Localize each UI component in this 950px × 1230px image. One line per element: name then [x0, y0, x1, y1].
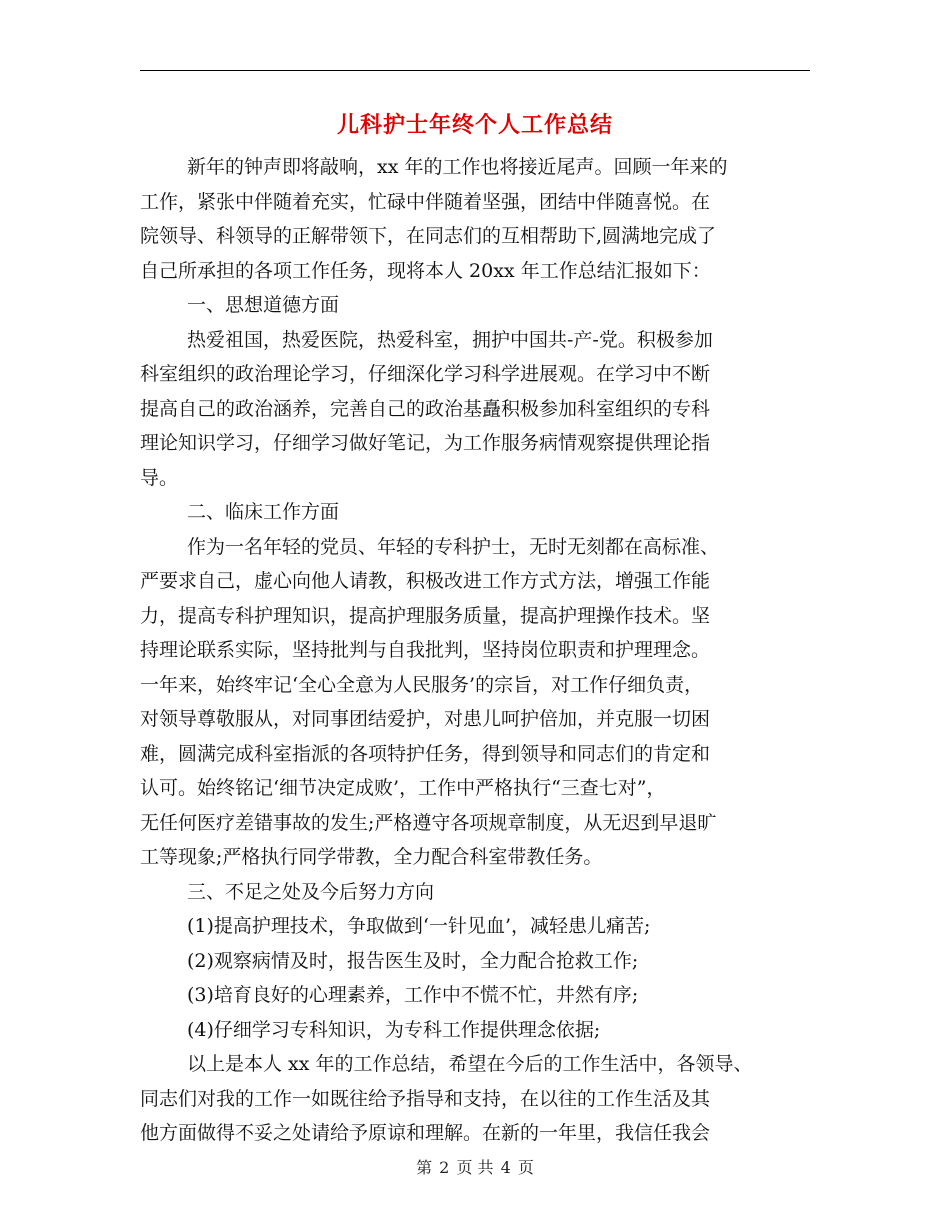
paragraph-line: 新年的钟声即将敲响，xx 年的工作也将接近尾声。回顾一年来的 [187, 156, 728, 178]
paragraph-line: 难，圆满完成科室指派的各项特护任务，得到领导和同志们的肯定和 [140, 742, 711, 765]
paragraph-line: 导。 [140, 466, 179, 489]
paragraph-line: 一年来，始终牢记‘全心全意为人民服务’的宗旨，对工作仔细负责， [140, 673, 704, 696]
document-title: 儿科护士年终个人工作总结 [336, 112, 613, 138]
list-item: (3)培育良好的心理素养，工作中不慌不忙，井然有序; [187, 984, 639, 1006]
list-item: (1)提高护理技术，争取做到‘一针见血’，减轻患儿痛苦; [187, 915, 651, 937]
paragraph-line: 工作，紧张中伴随着充实，忙碌中伴随着坚强，团结中伴随喜悦。在 [140, 190, 711, 213]
paragraph-line: 提高自己的政治涵养，完善自己的政治基矗积极参加科室组织的专科 [140, 397, 711, 420]
paragraph-line: 持理论联系实际，坚持批判与自我批判，坚持岗位职责和护理理念。 [140, 639, 711, 661]
paragraph-line: 对领导尊敬服从，对同事团结爱护，对患儿呵护倍加，并克服一切困 [140, 708, 711, 730]
paragraph-line: 科室组织的政治理论学习，仔细深化学习科学进展观。在学习中不断 [140, 363, 711, 385]
paragraph-line: 工等现象;严格执行同学带教，全力配合科室带教任务。 [140, 846, 603, 868]
section-heading-2: 二、临床工作方面 [187, 501, 340, 523]
header-rule [140, 70, 810, 71]
footer-mid: 页 共 [456, 1158, 494, 1177]
paragraph-line: 他方面做得不妥之处请给予原谅和理解。在新的一年里，我信任我会 [140, 1122, 711, 1144]
paragraph-line: 理论知识学习，仔细学习做好笔记，为工作服务病情观察提供理论指 [140, 432, 711, 454]
paragraph-line: 热爱祖国，热爱医院，热爱科室，拥护中国共-产-党。积极参加 [187, 328, 713, 351]
total-pages-number: 4 [500, 1158, 511, 1177]
paragraph-line: 院领导、科领导的正解带领下，在同志们的互相帮助下,圆满地完成了 [140, 225, 717, 247]
footer-suffix: 页 [517, 1158, 534, 1177]
paragraph-line: 自己所承担的各项工作任务，现将本人 20xx 年工作总结汇报如下： [140, 259, 711, 282]
paragraph-line: 认可。始终铭记‘细节决定成败’，工作中严格执行“三查七对”， [140, 777, 666, 799]
footer-prefix: 第 [416, 1158, 433, 1177]
paragraph-line: 严要求自己，虚心向他人请教，积极改进工作方式方法，增强工作能 [140, 570, 711, 592]
document-body [140, 150, 812, 1151]
paragraph-line: 力，提高专科护理知识，提高护理服务质量，提高护理操作技术。坚 [140, 604, 711, 627]
section-heading-1: 一、思想道德方面 [187, 294, 340, 316]
list-item: (2)观察病情及时，报告医生及时，全力配合抢救工作; [187, 949, 639, 972]
section-heading-3: 三、不足之处及今后努力方向 [187, 880, 435, 903]
paragraph-line: 以上是本人 xx 年的工作总结，希望在今后的工作生活中，各领导、 [187, 1053, 753, 1075]
page-footer [0, 1155, 950, 1178]
list-item: (4)仔细学习专科知识，为专科工作提供理念依据; [187, 1018, 601, 1041]
paragraph-line: 同志们对我的工作一如既往给予指导和支持，在以往的工作生活及其 [140, 1087, 711, 1110]
paragraph-line: 作为一名年轻的党员、年轻的专科护士，无时无刻都在高标准、 [187, 535, 720, 558]
paragraph-line: 无任何医疗差错事故的发生;严格遵守各项规章制度，从无迟到早退旷 [140, 811, 717, 834]
current-page-number: 2 [439, 1158, 450, 1177]
